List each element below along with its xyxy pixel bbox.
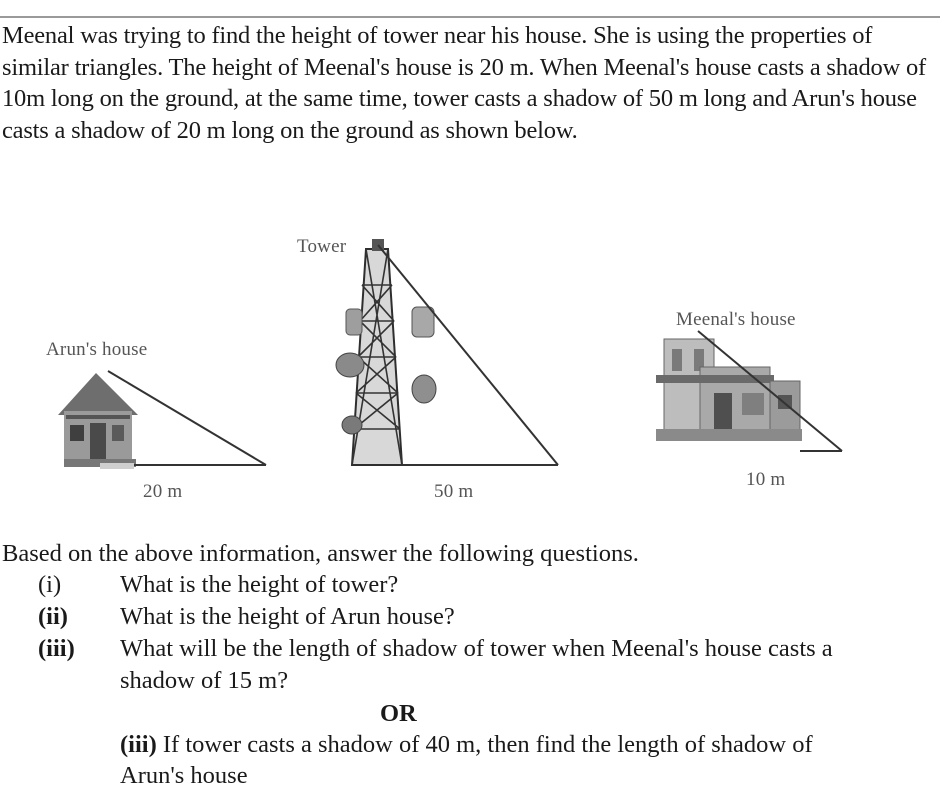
- figure-drawing: [0, 225, 940, 515]
- alternate-question-3-text-continued: Arun's house: [120, 762, 248, 789]
- alternate-question-3-text: If tower casts a shadow of 40 m, then find the length of shadow of: [162, 731, 813, 758]
- arun-house-illustration: [58, 373, 138, 469]
- questions-lead: Based on the above information, answer the following questions.: [2, 540, 639, 567]
- tower-shadow-label: 50 m: [434, 481, 474, 502]
- or-separator: OR: [380, 700, 417, 727]
- question-3-text: What will be the length of shadow of tower when Meenal's house casts a: [120, 635, 833, 662]
- similar-triangles-figure: [0, 225, 940, 515]
- arun-house-label: Arun's house: [46, 339, 148, 360]
- arun-shadow-label: 20 m: [143, 481, 183, 502]
- alternate-question-3: [120, 729, 813, 761]
- top-rule: [0, 16, 940, 18]
- alternate-question-3-number: (iii): [120, 731, 157, 758]
- tower-label: Tower: [297, 236, 347, 257]
- tower-shadow-ray: [378, 245, 558, 465]
- question-3-text-continued: shadow of 15 m?: [120, 667, 289, 694]
- meenal-shadow-label: 10 m: [746, 469, 786, 490]
- question-2-number: (ii): [38, 603, 68, 630]
- question-1-text: What is the height of tower?: [120, 571, 399, 598]
- meenal-house-label: Meenal's house: [676, 309, 796, 330]
- question-1-number: (i): [38, 571, 62, 598]
- question-2-text: What is the height of Arun house?: [120, 603, 455, 630]
- question-3-number: (iii): [38, 635, 75, 662]
- meenal-house-illustration: [656, 339, 802, 441]
- tower-illustration: [336, 239, 436, 465]
- intro-paragraph: Meenal was trying to find the height of tower near his house. She is using the properties of similar triangles. The height of Meenal's house is 20 m. When Meenal's house casts a shadow of 10m long on the ground, at the same time, tower casts a shadow of 50 m long and Arun's house casts a shadow of 20 m long on the ground as shown below.: [2, 22, 927, 144]
